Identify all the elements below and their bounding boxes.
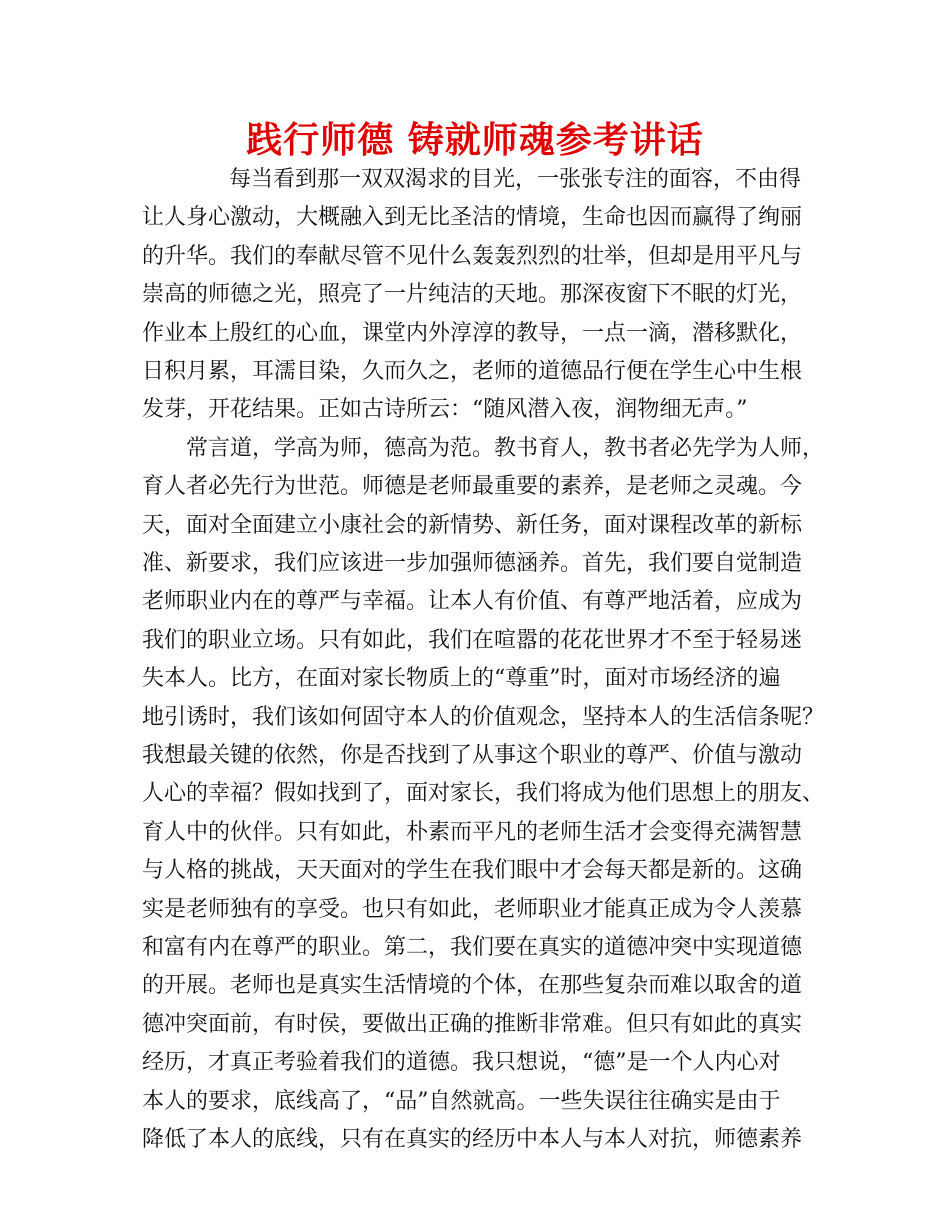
body-line: 天，面对全面建立小康社会的新情势、新任务，面对课程改革的新标 (142, 512, 803, 538)
body-line: 的升华。我们的奉献尽管不见什么轰轰烈烈的壮举，但却是用平凡与 (142, 243, 803, 269)
body-line: 降低了本人的底线，只有在真实的经历中本人与本人对抗，师德素养 (142, 1127, 803, 1152)
body-line: 日积月累，耳濡目染，久而久之，老师的道德品行便在学生心中生根 (142, 359, 803, 384)
body-line: 德冲突面前，有时侯，要做出正确的推断非常难。但只有如此的真实 (142, 1011, 803, 1037)
body-line: 老师职业内在的尊严与幸福。让本人有价值、有尊严地活着，应成为 (142, 589, 803, 615)
body-line: 本人的要求，底线高了，“品”自然就高。一些失误往往确实是由于 (142, 1088, 781, 1114)
body-line: 我想最关键的依然，你是否找到了从事这个职业的尊严、价值与激动 (142, 743, 803, 768)
body-line: 经历，才真正考验着我们的道德。我只想说，“德”是一个人内心对 (142, 1050, 781, 1076)
body-line: 和富有内在尊严的职业。第二，我们要在真实的道德冲突中实现道德 (142, 935, 803, 960)
body-line: 地引诱时，我们该如何固守本人的价值观念，坚持本人的生活信条呢？ (142, 704, 825, 730)
body-line: 准、新要求，我们应该进一步加强师德涵养。首先，我们要自觉制造 (142, 551, 803, 576)
body-line: 育人者必先行为世范。师德是老师最重要的素养，是老师之灵魂。今 (142, 474, 803, 500)
body-line: 与人格的挑战，天天面对的学生在我们眼中才会每天都是新的。这确 (142, 858, 803, 884)
body-line: 育人中的伙伴。只有如此，朴素而平凡的老师生活才会变得充满智慧 (142, 819, 803, 845)
body-line: 崇高的师德之光，照亮了一片纯洁的天地。那深夜窗下不眠的灯光， (142, 282, 803, 308)
body-line: 让人身心激动，大概融入到无比圣洁的情境，生命也因而赢得了绚丽 (142, 205, 803, 231)
body-line: 作业本上殷红的心血，课堂内外淳淳的教导，一点一滴，潜移默化， (142, 320, 803, 346)
body-line: 的开展。老师也是真实生活情境的个体，在那些复杂而难以取舍的道 (142, 973, 803, 999)
body-line: 人心的幸福？假如找到了，面对家长，我们将成为他们思想上的朋友、 (142, 781, 825, 807)
body-line: 每当看到那一双双渴求的目光，一张张专注的面容，不由得 (229, 167, 802, 192)
document-title: 践行师德 铸就师魂参考讲话 (246, 120, 704, 161)
body-line: 常言道，学高为师，德高为范。教书育人，教书者必先学为人师， (186, 435, 825, 461)
body-line: 失本人。比方，在面对家长物质上的“尊重”时，面对市场经济的遍 (142, 666, 781, 692)
body-line: 发芽，开花结果。正如古诗所云：“随风潜入夜，润物细无声。” (142, 397, 748, 423)
body-line: 我们的职业立场。只有如此，我们在喧嚣的花花世界才不至于轻易迷 (142, 627, 803, 653)
body-line: 实是老师独有的享受。也只有如此，老师职业才能真正成为令人羡慕 (142, 896, 803, 922)
